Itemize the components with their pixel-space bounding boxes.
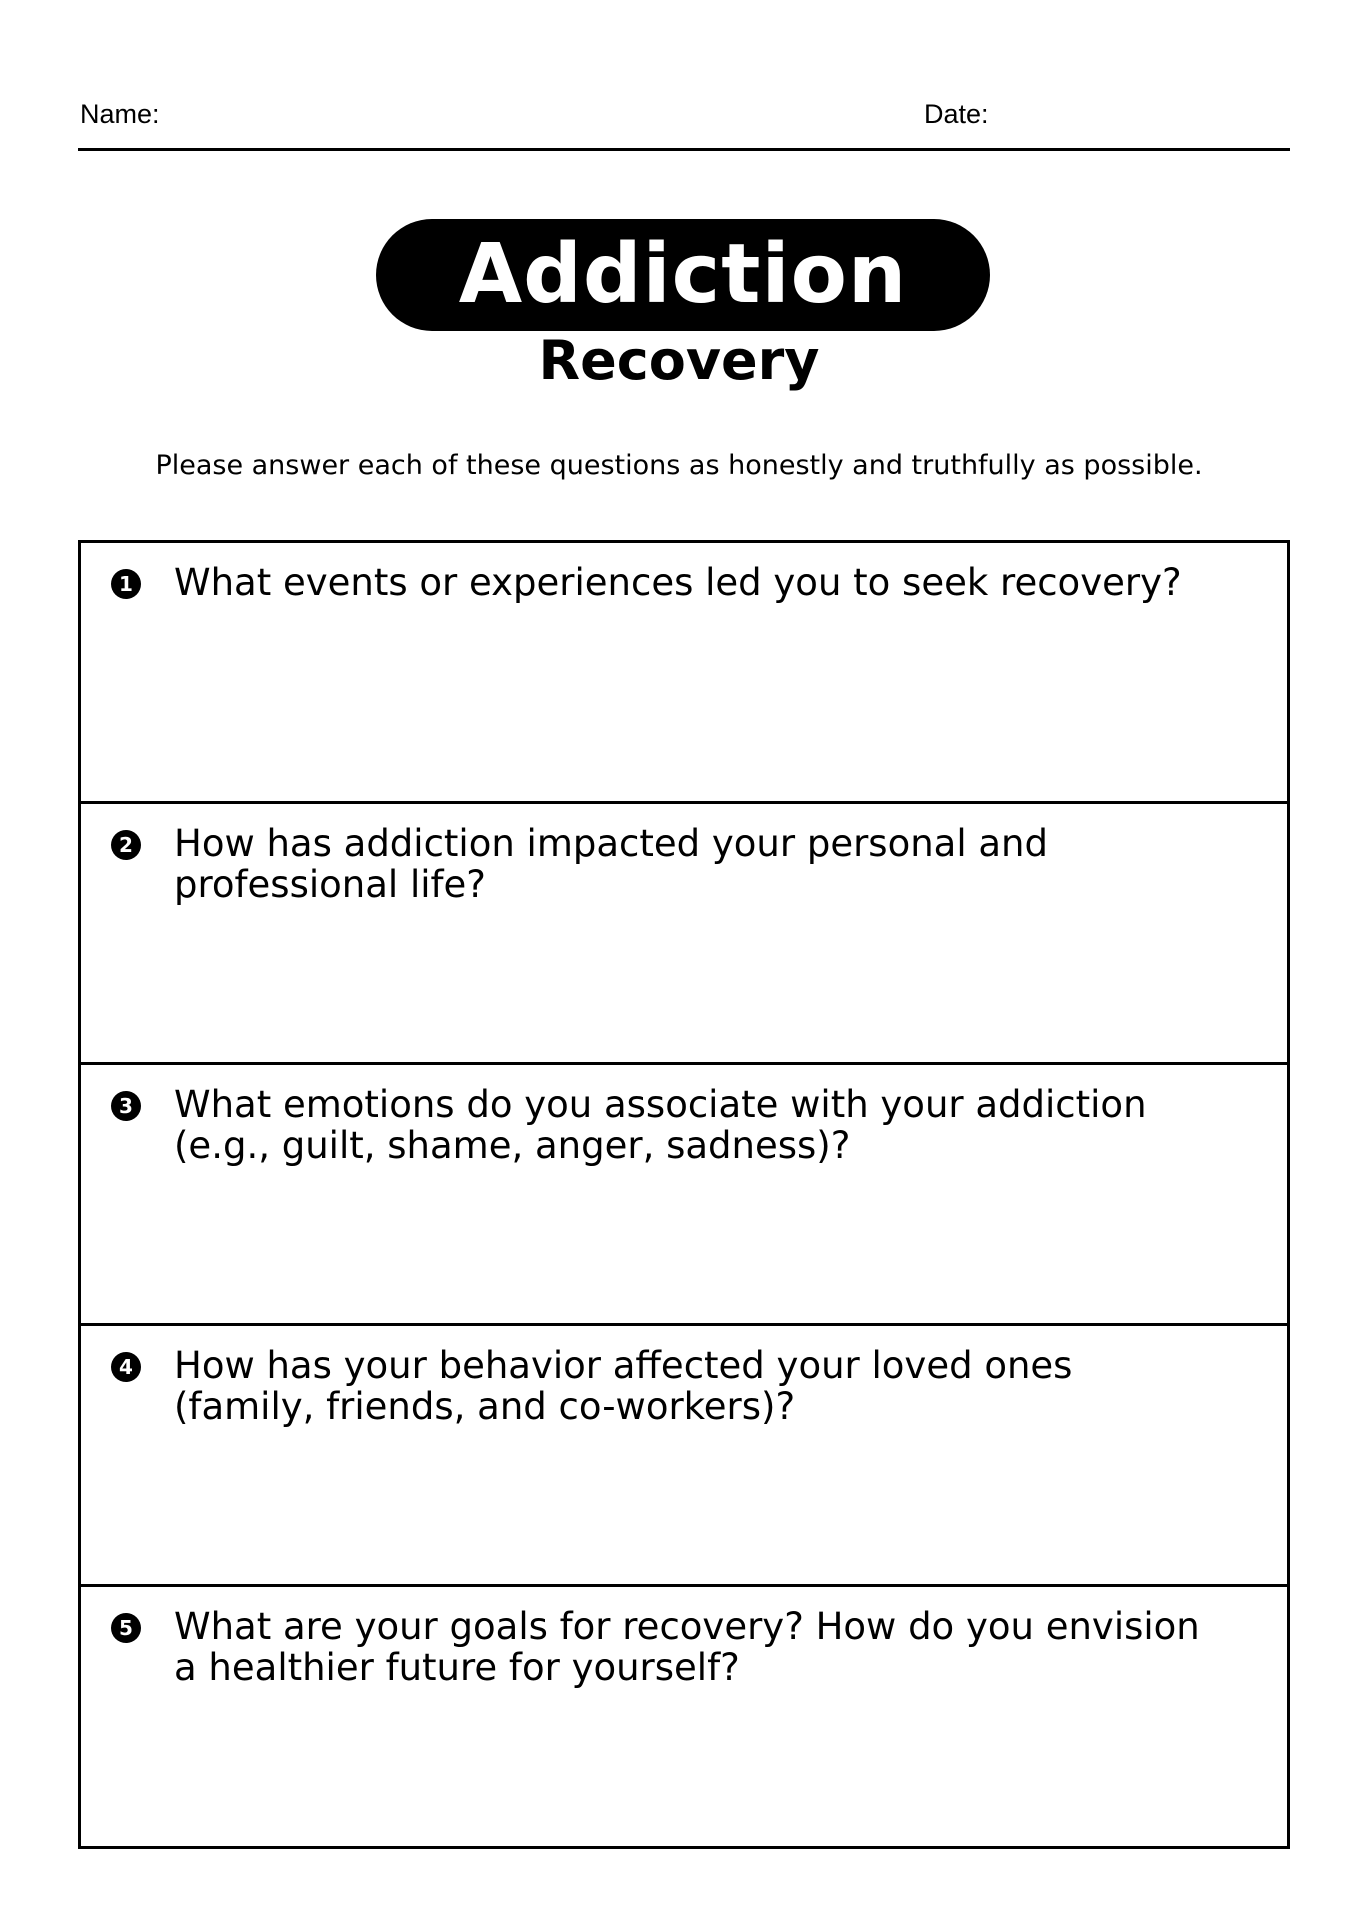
questions-table <box>78 540 1290 1849</box>
question-text: What are your goals for recovery? How do you envision a healthier future for yourself? <box>174 1605 1200 1689</box>
question-text: How has your behavior affected your loved ones (family, friends, and co-workers)? <box>174 1344 1073 1428</box>
question-number-badge: 5 <box>111 1613 141 1643</box>
question-box[interactable] <box>81 1326 1287 1587</box>
question-number-badge: 3 <box>111 1091 141 1121</box>
question-text: What emotions do you associate with your addiction (e.g., guilt, shame, anger, sadness)? <box>174 1083 1147 1167</box>
question-text: How has addiction impacted your personal and professional life? <box>174 822 1048 906</box>
question-text: What events or experiences led you to seek recovery? <box>174 561 1182 604</box>
question-box[interactable] <box>81 543 1287 804</box>
question-number-badge: 1 <box>111 569 141 599</box>
question-number-badge: 4 <box>111 1352 141 1382</box>
question-box[interactable] <box>81 804 1287 1065</box>
question-box[interactable] <box>81 1065 1287 1326</box>
page-title: Addiction <box>458 227 908 322</box>
date-label: Date: <box>924 99 989 129</box>
question-box[interactable] <box>81 1587 1287 1846</box>
question-number-badge: 2 <box>111 830 141 860</box>
worksheet-header <box>78 98 1290 151</box>
page-subtitle: Recovery <box>538 329 820 392</box>
title-banner <box>376 219 990 331</box>
instructions-text: Please answer each of these questions as honestly and truthfully as possible. <box>155 450 1203 481</box>
name-label: Name: <box>80 99 160 129</box>
